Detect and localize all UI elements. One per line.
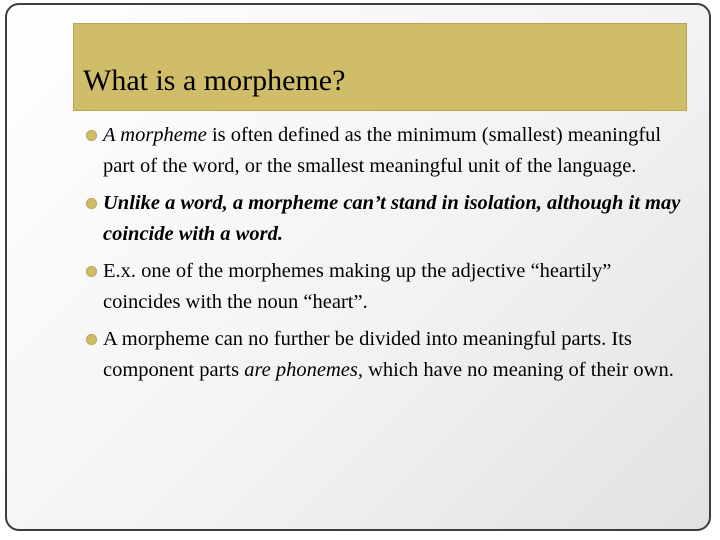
bullet-item xyxy=(85,188,685,250)
division-text-before: A morpheme can no further be divided into meaningful parts. Its component parts xyxy=(103,328,632,381)
slide-frame xyxy=(5,3,711,531)
bullet-item xyxy=(85,120,685,182)
bullet-dot-icon xyxy=(86,266,97,277)
morpheme-term: A morpheme xyxy=(103,124,207,146)
bullet-item xyxy=(85,256,685,318)
definition-text: is often defined as the minimum (smallest) meaningful part of the word, or the smallest meaningful unit of the language. xyxy=(103,124,662,177)
bullet-list xyxy=(85,120,685,392)
isolation-text: Unlike a word, a morpheme can’t stand in isolation, although it may coincide with a word. xyxy=(103,192,681,245)
example-text: E.x. one of the morphemes making up the adjective “heartily” coincides with the noun “heart”. xyxy=(103,260,612,313)
bullet-item xyxy=(85,324,685,386)
bullet-dot-icon xyxy=(86,198,97,209)
slide-title: What is a morpheme? xyxy=(83,64,346,97)
bullet-dot-icon xyxy=(86,130,97,141)
bullet-dot-icon xyxy=(86,334,97,345)
title-bar xyxy=(73,23,687,111)
division-text-after: , which have no meaning of their own. xyxy=(357,359,674,381)
phonemes-term: are phonemes xyxy=(244,359,358,381)
